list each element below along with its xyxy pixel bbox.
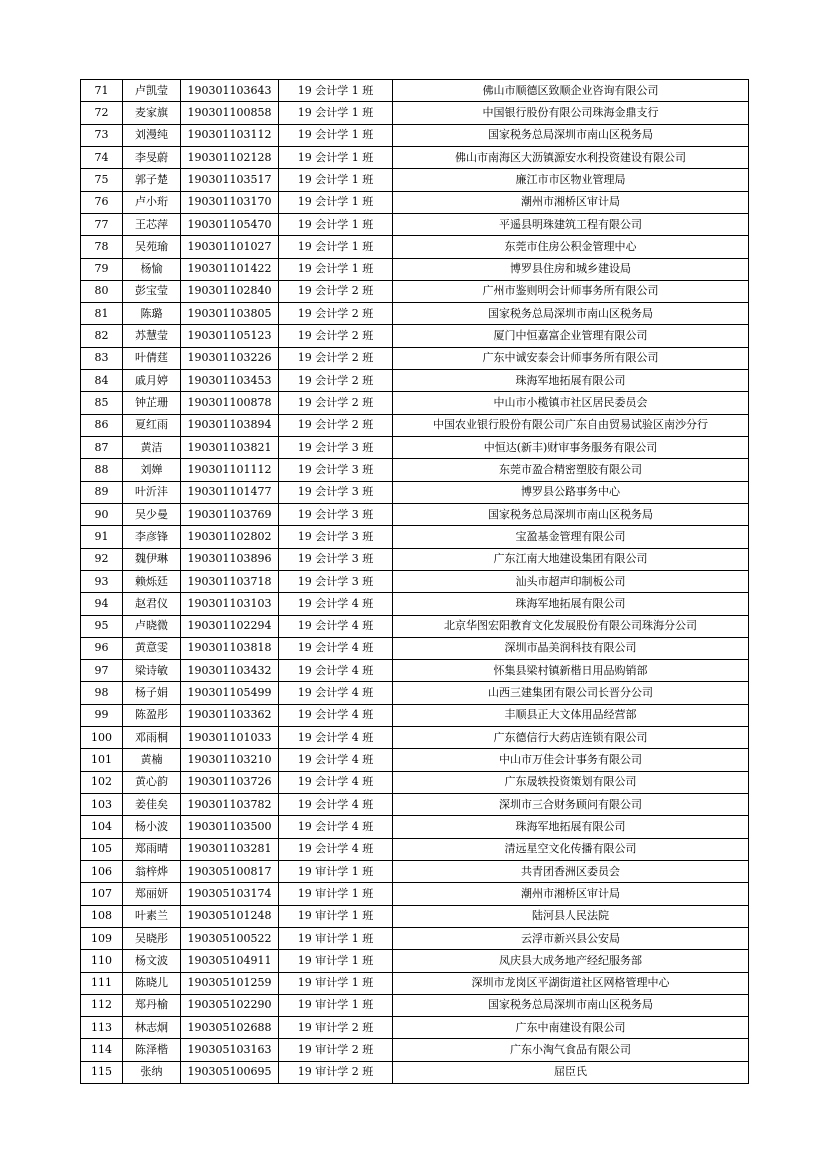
student-id-cell: 190301101112 (181, 459, 279, 481)
class-cell: 19 会计学 3 班 (279, 481, 393, 503)
class-cell: 19 会计学 3 班 (279, 526, 393, 548)
student-id-cell: 190301103896 (181, 548, 279, 570)
table-row (81, 749, 749, 771)
student-name-cell: 钟芷珊 (123, 392, 181, 414)
table-row (81, 704, 749, 726)
row-number-cell: 112 (81, 994, 123, 1016)
student-name-cell: 卢凯莹 (123, 80, 181, 102)
table-body (81, 80, 749, 1084)
student-name-cell: 黄洁 (123, 437, 181, 459)
table-row (81, 883, 749, 905)
employer-cell: 云浮市新兴县公安局 (393, 927, 749, 949)
table-row (81, 660, 749, 682)
row-number-cell: 80 (81, 280, 123, 302)
employer-cell: 丰顺县正大文体用品经营部 (393, 704, 749, 726)
class-cell: 19 会计学 1 班 (279, 213, 393, 235)
row-number-cell: 79 (81, 258, 123, 280)
student-id-cell: 190301103718 (181, 570, 279, 592)
student-name-cell: 吴晓彤 (123, 927, 181, 949)
class-cell: 19 会计学 4 班 (279, 682, 393, 704)
class-cell: 19 会计学 4 班 (279, 660, 393, 682)
row-number-cell: 88 (81, 459, 123, 481)
row-number-cell: 110 (81, 950, 123, 972)
employer-cell: 博罗县公路事务中心 (393, 481, 749, 503)
class-cell: 19 会计学 1 班 (279, 191, 393, 213)
student-name-cell: 林志炯 (123, 1017, 181, 1039)
student-name-cell: 郭子楚 (123, 169, 181, 191)
student-name-cell: 郑雨晴 (123, 838, 181, 860)
table-row (81, 392, 749, 414)
student-name-cell: 王芯萍 (123, 213, 181, 235)
student-id-cell: 190305104911 (181, 950, 279, 972)
student-id-cell: 190301103821 (181, 437, 279, 459)
student-name-cell: 刘漫纯 (123, 124, 181, 146)
row-number-cell: 77 (81, 213, 123, 235)
employer-cell: 国家税务总局深圳市南山区税务局 (393, 503, 749, 525)
table-row (81, 526, 749, 548)
student-name-cell: 夏红雨 (123, 414, 181, 436)
student-id-cell: 190301102802 (181, 526, 279, 548)
employer-cell: 廉江市市区物业管理局 (393, 169, 749, 191)
row-number-cell: 100 (81, 727, 123, 749)
student-name-cell: 黄楠 (123, 749, 181, 771)
row-number-cell: 94 (81, 593, 123, 615)
student-id-cell: 190301103805 (181, 303, 279, 325)
row-number-cell: 71 (81, 80, 123, 102)
employer-cell: 国家税务总局深圳市南山区税务局 (393, 303, 749, 325)
table-row (81, 303, 749, 325)
employer-cell: 怀集县梁村镇新楷日用品购销部 (393, 660, 749, 682)
row-number-cell: 83 (81, 347, 123, 369)
student-name-cell: 戚月婷 (123, 370, 181, 392)
table-row (81, 972, 749, 994)
employer-cell: 平遥县明珠建筑工程有限公司 (393, 213, 749, 235)
employer-cell: 陆河县人民法院 (393, 905, 749, 927)
row-number-cell: 84 (81, 370, 123, 392)
row-number-cell: 85 (81, 392, 123, 414)
class-cell: 19 会计学 4 班 (279, 615, 393, 637)
class-cell: 19 会计学 1 班 (279, 169, 393, 191)
class-cell: 19 会计学 3 班 (279, 437, 393, 459)
row-number-cell: 78 (81, 236, 123, 258)
student-name-cell: 叶倩莛 (123, 347, 181, 369)
student-name-cell: 张纳 (123, 1061, 181, 1083)
row-number-cell: 105 (81, 838, 123, 860)
class-cell: 19 会计学 4 班 (279, 593, 393, 615)
class-cell: 19 审计学 2 班 (279, 1061, 393, 1083)
class-cell: 19 会计学 3 班 (279, 570, 393, 592)
table-row (81, 325, 749, 347)
student-id-cell: 190301105123 (181, 325, 279, 347)
class-cell: 19 会计学 2 班 (279, 370, 393, 392)
row-number-cell: 98 (81, 682, 123, 704)
employer-cell: 清远星空文化传播有限公司 (393, 838, 749, 860)
student-placement-table (80, 79, 749, 1084)
class-cell: 19 会计学 2 班 (279, 414, 393, 436)
table-row (81, 905, 749, 927)
row-number-cell: 90 (81, 503, 123, 525)
student-name-cell: 陈泽楷 (123, 1039, 181, 1061)
employer-cell: 山西三建集团有限公司长晋分公司 (393, 682, 749, 704)
employer-cell: 广东小淘气食品有限公司 (393, 1039, 749, 1061)
class-cell: 19 审计学 1 班 (279, 972, 393, 994)
table-row (81, 370, 749, 392)
table-row (81, 570, 749, 592)
row-number-cell: 108 (81, 905, 123, 927)
student-id-cell: 190301101477 (181, 481, 279, 503)
student-id-cell: 190301103782 (181, 794, 279, 816)
row-number-cell: 93 (81, 570, 123, 592)
row-number-cell: 103 (81, 794, 123, 816)
student-name-cell: 吴少曼 (123, 503, 181, 525)
student-id-cell: 190301103517 (181, 169, 279, 191)
student-name-cell: 郑丹榆 (123, 994, 181, 1016)
student-name-cell: 刘婵 (123, 459, 181, 481)
class-cell: 19 审计学 1 班 (279, 883, 393, 905)
student-id-cell: 190305100695 (181, 1061, 279, 1083)
student-id-cell: 190305101259 (181, 972, 279, 994)
table-row (81, 80, 749, 102)
employer-cell: 广东德信行大药店连锁有限公司 (393, 727, 749, 749)
table-row (81, 994, 749, 1016)
student-name-cell: 魏伊琳 (123, 548, 181, 570)
student-name-cell: 姜佳矣 (123, 794, 181, 816)
row-number-cell: 95 (81, 615, 123, 637)
class-cell: 19 会计学 1 班 (279, 102, 393, 124)
employer-cell: 广东江南大地建设集团有限公司 (393, 548, 749, 570)
employer-cell: 珠海军地拓展有限公司 (393, 370, 749, 392)
class-cell: 19 会计学 4 班 (279, 816, 393, 838)
class-cell: 19 会计学 4 班 (279, 794, 393, 816)
employer-cell: 中恒达(新丰)财审事务服务有限公司 (393, 437, 749, 459)
class-cell: 19 会计学 3 班 (279, 548, 393, 570)
table-row (81, 169, 749, 191)
table-row (81, 838, 749, 860)
student-id-cell: 190301102128 (181, 146, 279, 168)
employer-cell: 潮州市湘桥区审计局 (393, 191, 749, 213)
student-name-cell: 陈盈彤 (123, 704, 181, 726)
row-number-cell: 109 (81, 927, 123, 949)
table-row (81, 236, 749, 258)
class-cell: 19 会计学 2 班 (279, 392, 393, 414)
employer-cell: 中国农业银行股份有限公司广东自由贸易试验区南沙分行 (393, 414, 749, 436)
employer-cell: 珠海军地拓展有限公司 (393, 593, 749, 615)
student-name-cell: 卢晓微 (123, 615, 181, 637)
table-row (81, 771, 749, 793)
student-name-cell: 叶素兰 (123, 905, 181, 927)
row-number-cell: 101 (81, 749, 123, 771)
student-id-cell: 190301102840 (181, 280, 279, 302)
student-id-cell: 190301103226 (181, 347, 279, 369)
student-name-cell: 翁梓烨 (123, 860, 181, 882)
table-row (81, 102, 749, 124)
row-number-cell: 99 (81, 704, 123, 726)
row-number-cell: 76 (81, 191, 123, 213)
class-cell: 19 会计学 4 班 (279, 771, 393, 793)
row-number-cell: 107 (81, 883, 123, 905)
row-number-cell: 87 (81, 437, 123, 459)
row-number-cell: 81 (81, 303, 123, 325)
row-number-cell: 111 (81, 972, 123, 994)
class-cell: 19 会计学 2 班 (279, 280, 393, 302)
class-cell: 19 会计学 1 班 (279, 146, 393, 168)
table-row (81, 927, 749, 949)
employer-cell: 潮州市湘桥区审计局 (393, 883, 749, 905)
table-row (81, 816, 749, 838)
table-row (81, 280, 749, 302)
employer-cell: 广东晟轶投资策划有限公司 (393, 771, 749, 793)
student-name-cell: 苏慧莹 (123, 325, 181, 347)
table-row (81, 727, 749, 749)
class-cell: 19 审计学 2 班 (279, 1039, 393, 1061)
employer-cell: 珠海军地拓展有限公司 (393, 816, 749, 838)
student-id-cell: 190301103769 (181, 503, 279, 525)
student-name-cell: 黄意雯 (123, 637, 181, 659)
class-cell: 19 审计学 1 班 (279, 905, 393, 927)
table-row (81, 459, 749, 481)
row-number-cell: 86 (81, 414, 123, 436)
student-id-cell: 190301101033 (181, 727, 279, 749)
student-id-cell: 190305103163 (181, 1039, 279, 1061)
row-number-cell: 82 (81, 325, 123, 347)
table-row (81, 414, 749, 436)
student-id-cell: 190301101027 (181, 236, 279, 258)
student-name-cell: 叶沂沣 (123, 481, 181, 503)
employer-cell: 屈臣氏 (393, 1061, 749, 1083)
class-cell: 19 审计学 1 班 (279, 860, 393, 882)
table-row (81, 1039, 749, 1061)
student-id-cell: 190301103210 (181, 749, 279, 771)
student-id-cell: 190301105470 (181, 213, 279, 235)
table-row (81, 1061, 749, 1083)
student-id-cell: 190301103281 (181, 838, 279, 860)
student-id-cell: 190301102294 (181, 615, 279, 637)
table-row (81, 794, 749, 816)
row-number-cell: 115 (81, 1061, 123, 1083)
student-id-cell: 190301103112 (181, 124, 279, 146)
table-row (81, 124, 749, 146)
table-row (81, 146, 749, 168)
student-id-cell: 190301103103 (181, 593, 279, 615)
class-cell: 19 审计学 1 班 (279, 950, 393, 972)
table-row (81, 615, 749, 637)
class-cell: 19 审计学 2 班 (279, 1017, 393, 1039)
student-name-cell: 邓雨桐 (123, 727, 181, 749)
class-cell: 19 会计学 2 班 (279, 325, 393, 347)
student-name-cell: 陈晓儿 (123, 972, 181, 994)
table-row (81, 347, 749, 369)
table-row (81, 548, 749, 570)
student-name-cell: 赖烁廷 (123, 570, 181, 592)
employer-cell: 汕头市超声印制板公司 (393, 570, 749, 592)
class-cell: 19 会计学 3 班 (279, 459, 393, 481)
student-id-cell: 190305102688 (181, 1017, 279, 1039)
employer-cell: 中国银行股份有限公司珠海金鼎支行 (393, 102, 749, 124)
student-id-cell: 190301100878 (181, 392, 279, 414)
employer-cell: 国家税务总局深圳市南山区税务局 (393, 994, 749, 1016)
employer-cell: 国家税务总局深圳市南山区税务局 (393, 124, 749, 146)
class-cell: 19 会计学 1 班 (279, 124, 393, 146)
class-cell: 19 会计学 2 班 (279, 303, 393, 325)
student-id-cell: 190301103894 (181, 414, 279, 436)
employer-cell: 佛山市顺德区致顺企业咨询有限公司 (393, 80, 749, 102)
employer-cell: 中山市万佳会计事务有限公司 (393, 749, 749, 771)
class-cell: 19 会计学 4 班 (279, 704, 393, 726)
student-id-cell: 190305101248 (181, 905, 279, 927)
student-name-cell: 李旻蔚 (123, 146, 181, 168)
class-cell: 19 会计学 2 班 (279, 347, 393, 369)
student-id-cell: 190301103643 (181, 80, 279, 102)
table-row (81, 437, 749, 459)
student-name-cell: 杨愉 (123, 258, 181, 280)
student-id-cell: 190305102290 (181, 994, 279, 1016)
employer-cell: 北京华图宏阳教育文化发展股份有限公司珠海分公司 (393, 615, 749, 637)
student-id-cell: 190301100858 (181, 102, 279, 124)
student-id-cell: 190305100522 (181, 927, 279, 949)
student-id-cell: 190301105499 (181, 682, 279, 704)
student-name-cell: 赵君仪 (123, 593, 181, 615)
student-id-cell: 190301103726 (181, 771, 279, 793)
student-name-cell: 梁诗敏 (123, 660, 181, 682)
table-row (81, 593, 749, 615)
student-name-cell: 杨子娟 (123, 682, 181, 704)
row-number-cell: 113 (81, 1017, 123, 1039)
row-number-cell: 104 (81, 816, 123, 838)
row-number-cell: 96 (81, 637, 123, 659)
student-name-cell: 杨小波 (123, 816, 181, 838)
student-name-cell: 黄心韵 (123, 771, 181, 793)
table-row (81, 637, 749, 659)
class-cell: 19 会计学 1 班 (279, 80, 393, 102)
class-cell: 19 会计学 1 班 (279, 236, 393, 258)
student-name-cell: 杨文波 (123, 950, 181, 972)
table-row (81, 1017, 749, 1039)
class-cell: 19 审计学 1 班 (279, 994, 393, 1016)
employer-cell: 东莞市盈合精密塑胶有限公司 (393, 459, 749, 481)
student-id-cell: 190301103362 (181, 704, 279, 726)
student-id-cell: 190301103453 (181, 370, 279, 392)
table-row (81, 950, 749, 972)
student-id-cell: 190305103174 (181, 883, 279, 905)
class-cell: 19 会计学 4 班 (279, 637, 393, 659)
student-name-cell: 麦家旗 (123, 102, 181, 124)
employer-cell: 厦门中恒嘉富企业管理有限公司 (393, 325, 749, 347)
table-row (81, 682, 749, 704)
employer-cell: 深圳市三合财务顾问有限公司 (393, 794, 749, 816)
student-id-cell: 190301103170 (181, 191, 279, 213)
class-cell: 19 审计学 1 班 (279, 927, 393, 949)
row-number-cell: 75 (81, 169, 123, 191)
table-row (81, 191, 749, 213)
row-number-cell: 91 (81, 526, 123, 548)
row-number-cell: 73 (81, 124, 123, 146)
employer-cell: 中山市小榄镇市社区居民委员会 (393, 392, 749, 414)
row-number-cell: 102 (81, 771, 123, 793)
row-number-cell: 106 (81, 860, 123, 882)
class-cell: 19 会计学 1 班 (279, 258, 393, 280)
employer-cell: 深圳市龙岗区平湖街道社区网格管理中心 (393, 972, 749, 994)
student-name-cell: 李彦锋 (123, 526, 181, 548)
row-number-cell: 114 (81, 1039, 123, 1061)
student-name-cell: 卢小珩 (123, 191, 181, 213)
employer-cell: 广东中南建设有限公司 (393, 1017, 749, 1039)
student-id-cell: 190305100817 (181, 860, 279, 882)
employer-cell: 东莞市住房公积金管理中心 (393, 236, 749, 258)
student-name-cell: 彭宝莹 (123, 280, 181, 302)
table-row (81, 213, 749, 235)
employer-cell: 佛山市南海区大沥镇源安水利投资建设有限公司 (393, 146, 749, 168)
table-row (81, 481, 749, 503)
row-number-cell: 97 (81, 660, 123, 682)
student-id-cell: 190301103432 (181, 660, 279, 682)
employer-cell: 宝盈基金管理有限公司 (393, 526, 749, 548)
class-cell: 19 会计学 4 班 (279, 838, 393, 860)
row-number-cell: 74 (81, 146, 123, 168)
employer-cell: 共青团香洲区委员会 (393, 860, 749, 882)
table-row (81, 860, 749, 882)
student-id-cell: 190301103818 (181, 637, 279, 659)
row-number-cell: 92 (81, 548, 123, 570)
student-id-cell: 190301103500 (181, 816, 279, 838)
student-name-cell: 郑丽妍 (123, 883, 181, 905)
row-number-cell: 72 (81, 102, 123, 124)
student-name-cell: 陈璐 (123, 303, 181, 325)
employer-cell: 博罗县住房和城乡建设局 (393, 258, 749, 280)
employer-cell: 凤庆县大成务地产经纪服务部 (393, 950, 749, 972)
class-cell: 19 会计学 4 班 (279, 749, 393, 771)
student-id-cell: 190301101422 (181, 258, 279, 280)
class-cell: 19 会计学 4 班 (279, 727, 393, 749)
row-number-cell: 89 (81, 481, 123, 503)
employer-cell: 广州市鉴则明会计师事务所有限公司 (393, 280, 749, 302)
class-cell: 19 会计学 3 班 (279, 503, 393, 525)
employer-cell: 深圳市晶美润科技有限公司 (393, 637, 749, 659)
student-name-cell: 吴苑瑜 (123, 236, 181, 258)
table-row (81, 258, 749, 280)
employer-cell: 广东中诚安泰会计师事务所有限公司 (393, 347, 749, 369)
table-row (81, 503, 749, 525)
